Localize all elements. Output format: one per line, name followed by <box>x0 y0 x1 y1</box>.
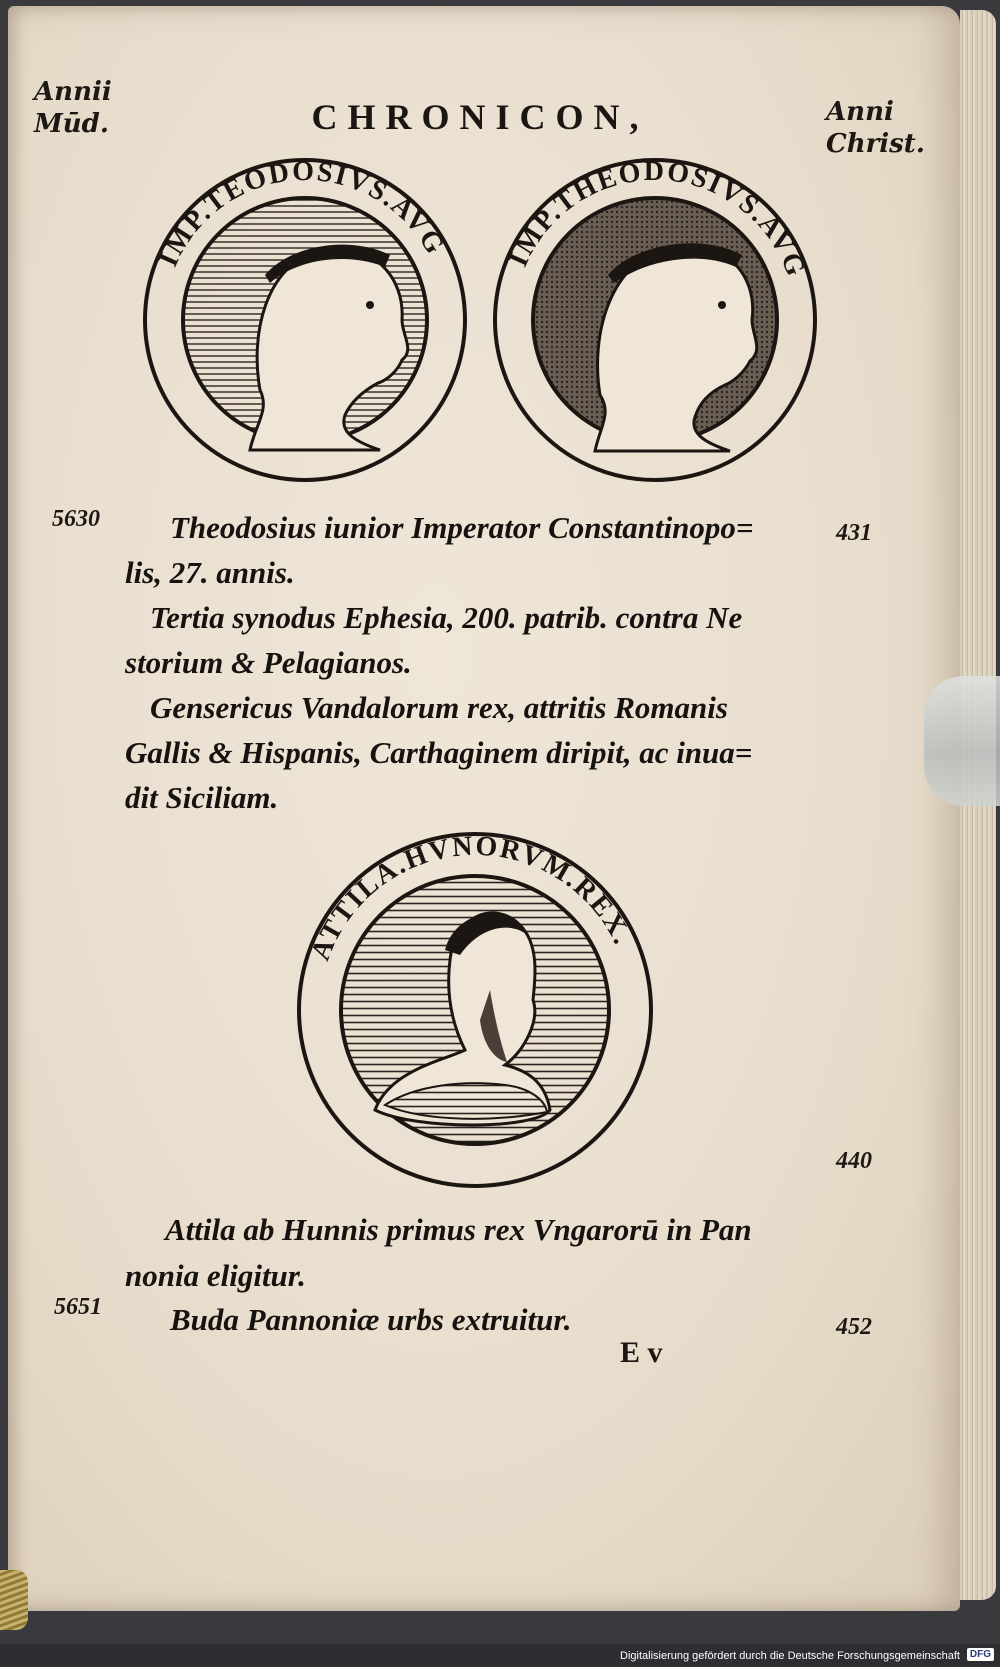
year-mundi-entry-5: 5651 <box>54 1294 102 1320</box>
coin-theodosius-left <box>140 155 470 489</box>
coin-legend-right: IMP.THEODOSIVS.AVG <box>502 155 812 282</box>
year-christ-entry-4: 440 <box>836 1148 872 1174</box>
year-christ-entry-5: 452 <box>836 1314 872 1340</box>
margin-heading-anni-christi: Anni Christ. <box>826 97 925 159</box>
margin-heading-anni-mundi: Annii Mūd. <box>34 77 112 139</box>
entry-1-line-1: Theodosius iunior Imperator Constantinopo= <box>170 510 754 545</box>
entry-3-line-2: Gallis & Hispanis, Carthaginem diripit, ac inua= <box>125 735 753 770</box>
entry-4-line-1: Attila ab Hunnis primus rex Vngarorū in Pan <box>165 1212 752 1247</box>
dfg-logo: DFG <box>967 1648 994 1661</box>
coin-attila <box>295 830 655 1194</box>
entry-3-line-3: dit Siciliam. <box>125 780 279 815</box>
entry-3-line-1: Gensericus Vandalorum rex, attritis Romanis <box>150 690 728 725</box>
entry-4-line-2: nonia eligitur. <box>125 1258 306 1293</box>
running-title: CHRONICON, <box>311 97 649 137</box>
coin-legend-attila: ATTILA.HVNORVM.REX. <box>304 830 639 965</box>
page-clip <box>924 676 1000 806</box>
entry-2-line-2: storium & Pelagianos. <box>125 645 412 680</box>
entry-2-line-1: Tertia synodus Ephesia, 200. patrib. contra Ne <box>150 600 743 635</box>
coin-legend-left: IMP.TEODOSIVS.AVG <box>152 155 452 272</box>
entry-1-line-2: lis, 27. annis. <box>125 555 295 590</box>
year-christ-entry-1: 431 <box>836 520 872 546</box>
entry-5-line-1: Buda Pannoniæ urbs extruitur. <box>170 1302 572 1337</box>
coin-theodosius-right <box>490 155 820 489</box>
bookmark-tassel <box>0 1570 28 1630</box>
footer-credit: Digitalisierung gefördert durch die Deutsche Forschungsgemeinschaft <box>620 1650 960 1662</box>
year-mundi-entry-1: 5630 <box>52 506 100 532</box>
signature-mark: E v <box>620 1336 663 1369</box>
